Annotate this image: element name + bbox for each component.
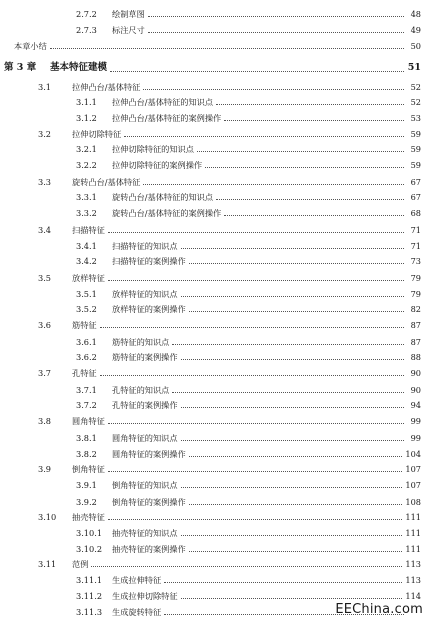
dot-leader [143, 184, 404, 185]
toc-entry-row[interactable] [76, 304, 421, 314]
toc-entry-page-number: 79 [410, 273, 421, 283]
toc-entry-number: 3.9.1 [76, 480, 97, 490]
toc-entry-number: 2.7.2 [76, 9, 97, 19]
toc-entry-title: 范例 [72, 559, 89, 569]
toc-entry-title: 倒角特征的知识点 [112, 480, 178, 490]
toc-entry-row[interactable] [76, 449, 421, 459]
toc-chapter-row[interactable] [4, 62, 421, 74]
toc-entry-title: 抽壳特征的知识点 [112, 528, 178, 538]
toc-entry-number: 第 3 章 [4, 62, 37, 73]
toc-entry-row[interactable] [38, 512, 421, 522]
toc-entry-number: 3.11 [38, 559, 57, 569]
toc-entry-number: 3.8 [38, 416, 52, 426]
dot-leader [189, 504, 403, 505]
dot-leader [189, 311, 404, 312]
toc-entry-title: 拉伸凸台/基体特征的知识点 [112, 97, 214, 107]
toc-entry-number: 3.6 [38, 320, 52, 330]
toc-entry-page-number: 52 [410, 82, 421, 92]
toc-entry-page-number: 99 [410, 416, 421, 426]
toc-entry-number: 3.10.2 [76, 544, 103, 554]
toc-entry-row[interactable] [38, 559, 421, 569]
toc-entry-title: 孔特征 [72, 368, 97, 378]
toc-entry-page-number: 107 [405, 464, 421, 474]
dot-leader [172, 392, 404, 393]
toc-entry-row[interactable] [38, 225, 421, 235]
toc-entry-row[interactable] [38, 273, 421, 283]
toc-entry-row[interactable] [76, 192, 421, 202]
toc-entry-row[interactable] [76, 337, 421, 347]
toc-entry-number: 3.1.1 [76, 97, 97, 107]
toc-entry-row[interactable] [38, 416, 421, 426]
toc-entry-page-number: 53 [410, 113, 421, 123]
toc-entry-title: 拉伸凸台/基体特征的案例操作 [112, 113, 222, 123]
toc-entry-page-number: 79 [410, 289, 421, 299]
dot-leader [100, 327, 404, 328]
toc-entry-number: 3.3.1 [76, 192, 97, 202]
toc-entry-number: 3.11.2 [76, 591, 103, 601]
toc-entry-page-number: 108 [405, 497, 421, 507]
toc-entry-page-number: 48 [410, 9, 421, 19]
dot-leader [181, 487, 403, 488]
toc-entry-page-number: 67 [410, 192, 421, 202]
dot-leader [108, 471, 403, 472]
toc-entry-row[interactable] [38, 82, 421, 92]
toc-entry-title: 本章小结 [14, 41, 47, 51]
toc-entry-title: 扫描特征的知识点 [112, 241, 178, 251]
dot-leader [108, 423, 404, 424]
toc-entry-row[interactable] [76, 528, 421, 538]
toc-entry-page-number: 90 [410, 368, 421, 378]
toc-entry-row[interactable] [38, 177, 421, 187]
toc-entry-row[interactable] [76, 575, 421, 585]
toc-entry-page-number: 71 [410, 241, 421, 251]
toc-entry-row[interactable] [38, 320, 421, 330]
toc-entry-page-number: 114 [405, 591, 421, 601]
dot-leader [181, 535, 403, 536]
toc-entry-number: 3.2 [38, 129, 52, 139]
toc-entry-title: 标注尺寸 [112, 25, 145, 35]
toc-entry-number: 3.7.1 [76, 385, 97, 395]
toc-entry-page-number: 87 [410, 337, 421, 347]
toc-entry-row[interactable] [76, 433, 421, 443]
toc-entry-number: 3.5.2 [76, 304, 97, 314]
toc-entry-row[interactable] [76, 97, 421, 107]
dot-leader [50, 48, 404, 49]
toc-entry-title: 筋特征的知识点 [112, 337, 170, 347]
toc-entry-number: 3.1.2 [76, 113, 97, 123]
toc-entry-number: 3.2.1 [76, 144, 97, 154]
toc-entry-row[interactable] [76, 144, 421, 154]
dot-leader [189, 456, 403, 457]
toc-entry-row[interactable] [76, 289, 421, 299]
dot-leader [100, 375, 404, 376]
toc-entry-page-number: 51 [407, 62, 421, 73]
dot-leader [205, 167, 404, 168]
toc-entry-number: 3.7.2 [76, 400, 97, 410]
toc-entry-page-number: 68 [410, 208, 421, 218]
dot-leader [197, 151, 404, 152]
toc-entry-page-number: 82 [410, 304, 421, 314]
toc-entry-row[interactable] [76, 256, 421, 266]
dot-leader [181, 598, 403, 599]
toc-entry-page-number: 67 [410, 177, 421, 187]
toc-entry-row[interactable] [76, 385, 421, 395]
dot-leader [164, 582, 402, 583]
dot-leader [216, 199, 404, 200]
toc-entry-number: 3.6.2 [76, 352, 97, 362]
toc-entry-page-number: 59 [410, 129, 421, 139]
toc-entry-number: 3.8.1 [76, 433, 97, 443]
toc-entry-row[interactable] [76, 25, 421, 35]
toc-entry-title: 筋特征 [72, 320, 97, 330]
dot-leader [148, 16, 404, 17]
toc-entry-number: 3.4.2 [76, 256, 97, 266]
toc-entry-row[interactable] [76, 352, 421, 362]
dot-leader [224, 215, 404, 216]
watermark-text: EEChina.com [335, 602, 423, 617]
toc-entry-title: 生成旋转特征 [112, 607, 162, 617]
toc-entry-page-number: 104 [405, 449, 421, 459]
toc-entry-row[interactable] [76, 544, 421, 554]
toc-entry-number: 3.7 [38, 368, 52, 378]
dot-leader [189, 551, 403, 552]
toc-entry-number: 3.6.1 [76, 337, 97, 347]
toc-entry-row[interactable] [38, 129, 421, 139]
toc-entry-number: 3.5.1 [76, 289, 97, 299]
toc-entry-page-number: 71 [410, 225, 421, 235]
toc-entry-row[interactable] [76, 400, 421, 410]
toc-entry-row[interactable] [76, 241, 421, 251]
toc-entry-title: 绘制草图 [112, 9, 145, 19]
toc-entry-title: 筋特征的案例操作 [112, 352, 178, 362]
toc-entry-number: 3.10.1 [76, 528, 103, 538]
dot-leader [216, 104, 404, 105]
toc-entry-page-number: 52 [410, 97, 421, 107]
toc-entry-title: 放样特征的案例操作 [112, 304, 186, 314]
toc-entry-title: 放样特征 [72, 273, 105, 283]
toc-entry-number: 3.2.2 [76, 160, 97, 170]
dot-leader [91, 566, 402, 567]
toc-entry-page-number: 107 [405, 480, 421, 490]
dot-leader [108, 232, 404, 233]
dot-leader [108, 519, 403, 520]
dot-leader [189, 263, 404, 264]
toc-entry-page-number: 59 [410, 160, 421, 170]
dot-leader [110, 71, 404, 72]
dot-leader [124, 136, 404, 137]
toc-entry-number: 3.1 [38, 82, 52, 92]
toc-entry-number: 3.9 [38, 464, 52, 474]
toc-entry-page-number: 111 [405, 544, 421, 554]
toc-entry-title: 圆角特征 [72, 416, 105, 426]
toc-entry-title: 拉伸切除特征 [72, 129, 122, 139]
toc-entry-title: 抽壳特征的案例操作 [112, 544, 186, 554]
toc-entry-title: 放样特征的知识点 [112, 289, 178, 299]
toc-entry-title: 拉伸切除特征的知识点 [112, 144, 194, 154]
dot-leader [181, 248, 404, 249]
toc-entry-number: 2.7.3 [76, 25, 97, 35]
toc-entry-row[interactable] [38, 464, 421, 474]
toc-entry-number: 3.11.3 [76, 607, 103, 617]
toc-entry-row[interactable] [76, 591, 421, 601]
toc-entry-number: 3.8.2 [76, 449, 97, 459]
dot-leader [143, 89, 404, 90]
toc-entry-title: 孔特征的知识点 [112, 385, 170, 395]
dot-leader [181, 359, 404, 360]
toc-entry-title: 扫描特征的案例操作 [112, 256, 186, 266]
toc-entry-row[interactable] [14, 41, 421, 51]
toc-entry-number: 3.3.2 [76, 208, 97, 218]
dot-leader [181, 440, 404, 441]
toc-entry-title: 倒角特征 [72, 464, 105, 474]
toc-entry-row[interactable] [76, 9, 421, 19]
toc-entry-title: 生成拉伸切除特征 [112, 591, 178, 601]
toc-entry-row[interactable] [76, 113, 421, 123]
toc-entry-row[interactable] [76, 160, 421, 170]
toc-entry-title: 拉伸凸台/基体特征 [72, 82, 141, 92]
toc-entry-title: 旋转凸台/基体特征 [72, 177, 141, 187]
toc-entry-page-number: 94 [410, 400, 421, 410]
toc-entry-page-number: 90 [410, 385, 421, 395]
toc-entry-page-number: 111 [405, 528, 421, 538]
dot-leader [148, 32, 404, 33]
dot-leader [172, 344, 404, 345]
toc-entry-row[interactable] [38, 368, 421, 378]
toc-entry-row[interactable] [76, 208, 421, 218]
toc-entry-page-number: 111 [405, 512, 421, 522]
dot-leader [181, 407, 404, 408]
toc-entry-number: 3.4.1 [76, 241, 97, 251]
toc-entry-title: 倒角特征的案例操作 [112, 497, 186, 507]
dot-leader [181, 296, 404, 297]
toc-entry-title: 旋转凸台/基体特征的知识点 [112, 192, 214, 202]
toc-entry-title: 生成拉伸特征 [112, 575, 162, 585]
toc-entry-title: 抽壳特征 [72, 512, 105, 522]
toc-entry-page-number: 113 [405, 575, 421, 585]
toc-entry-page-number: 49 [410, 25, 421, 35]
toc-entry-title: 孔特征的案例操作 [112, 400, 178, 410]
toc-entry-page-number: 87 [410, 320, 421, 330]
toc-entry-page-number: 88 [410, 352, 421, 362]
toc-entry-row[interactable] [76, 480, 421, 490]
toc-entry-row[interactable] [76, 497, 421, 507]
toc-entry-page-number: 73 [410, 256, 421, 266]
toc-entry-page-number: 99 [410, 433, 421, 443]
toc-entry-number: 3.9.2 [76, 497, 97, 507]
toc-entry-number: 3.11.1 [76, 575, 103, 585]
toc-entry-title: 圆角特征的知识点 [112, 433, 178, 443]
toc-entry-number: 3.10 [38, 512, 57, 522]
dot-leader [108, 280, 404, 281]
toc-entry-title: 圆角特征的案例操作 [112, 449, 186, 459]
toc-entry-page-number: 59 [410, 144, 421, 154]
toc-entry-page-number: 113 [405, 559, 421, 569]
toc-entry-number: 3.3 [38, 177, 52, 187]
toc-entry-page-number: 50 [410, 41, 421, 51]
toc-entry-number: 3.5 [38, 273, 52, 283]
toc-entry-title: 扫描特征 [72, 225, 105, 235]
toc-entry-title: 旋转凸台/基体特征的案例操作 [112, 208, 222, 218]
toc-entry-title: 拉伸切除特征的案例操作 [112, 160, 203, 170]
toc-entry-title: 基本特征建模 [50, 62, 108, 73]
toc-entry-number: 3.4 [38, 225, 52, 235]
dot-leader [224, 120, 404, 121]
